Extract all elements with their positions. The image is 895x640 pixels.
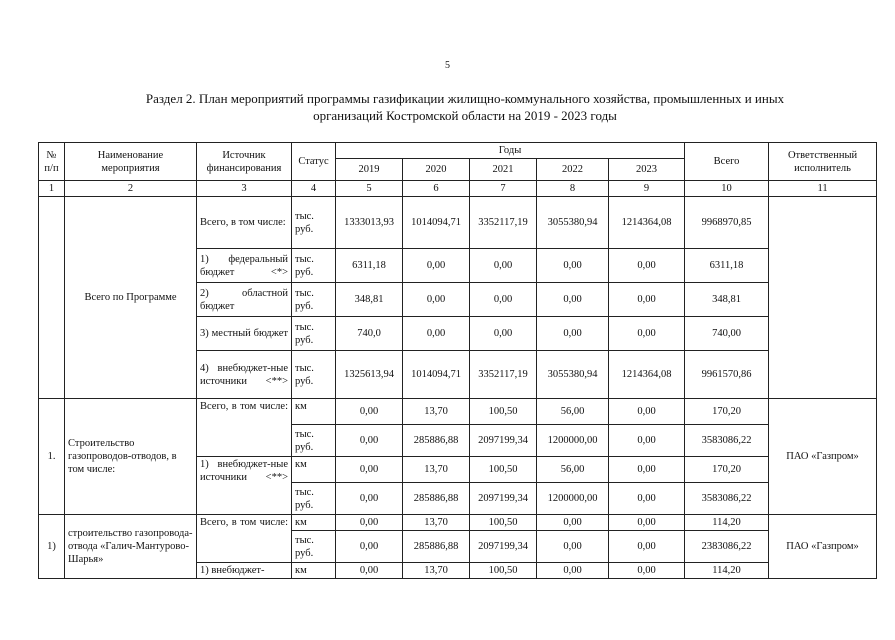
value-cell: 1200000,00 bbox=[537, 425, 609, 457]
status-cell: тыс. руб. bbox=[292, 283, 336, 317]
total-cell: 9961570,86 bbox=[685, 351, 769, 399]
col-number: 3 bbox=[197, 181, 292, 197]
status-cell: км bbox=[292, 399, 336, 425]
status-cell: тыс. руб. bbox=[292, 197, 336, 249]
total-cell: 170,20 bbox=[685, 457, 769, 483]
value-cell: 1333013,93 bbox=[336, 197, 403, 249]
source-cell: 3) местный бюджет bbox=[197, 317, 292, 351]
header-year-2020: 2020 bbox=[403, 159, 470, 181]
value-cell: 0,00 bbox=[537, 531, 609, 563]
total-cell: 170,20 bbox=[685, 399, 769, 425]
value-cell: 348,81 bbox=[336, 283, 403, 317]
value-cell: 0,00 bbox=[336, 515, 403, 531]
col-number: 2 bbox=[65, 181, 197, 197]
status-cell: тыс. руб. bbox=[292, 351, 336, 399]
value-cell: 740,0 bbox=[336, 317, 403, 351]
header-years: Годы bbox=[336, 143, 685, 159]
program-name: Всего по Программе bbox=[65, 197, 197, 399]
value-cell: 0,00 bbox=[403, 317, 470, 351]
value-cell: 100,50 bbox=[470, 515, 537, 531]
header-responsible: Ответственный исполнитель bbox=[769, 143, 877, 181]
page-title bbox=[90, 90, 840, 124]
value-cell: 0,00 bbox=[470, 283, 537, 317]
row-num-empty bbox=[39, 197, 65, 399]
value-cell: 2097199,34 bbox=[470, 531, 537, 563]
row-number: 1) bbox=[39, 515, 65, 579]
value-cell: 100,50 bbox=[470, 563, 537, 579]
value-cell: 3352117,19 bbox=[470, 197, 537, 249]
source-cell: 4) внебюджет-ные источники <**> bbox=[197, 351, 292, 399]
plan-table bbox=[38, 142, 877, 579]
responsible-cell: ПАО «Газпром» bbox=[769, 399, 877, 515]
total-cell: 9968970,85 bbox=[685, 197, 769, 249]
value-cell: 285886,88 bbox=[403, 531, 470, 563]
value-cell: 0,00 bbox=[537, 283, 609, 317]
header-source: Источник финансирования bbox=[197, 143, 292, 181]
value-cell: 13,70 bbox=[403, 457, 470, 483]
source-cell: 1) внебюджет- bbox=[197, 563, 292, 579]
value-cell: 0,00 bbox=[609, 457, 685, 483]
source-cell: Всего, в том числе: bbox=[197, 197, 292, 249]
measure-name: Строительство газопроводов-отводов, в том числе: bbox=[65, 399, 197, 515]
col-number: 11 bbox=[769, 181, 877, 197]
value-cell: 285886,88 bbox=[403, 425, 470, 457]
source-cell: 1) федеральный бюджет <*> bbox=[197, 249, 292, 283]
value-cell: 0,00 bbox=[609, 283, 685, 317]
value-cell: 3055380,94 bbox=[537, 351, 609, 399]
total-cell: 740,00 bbox=[685, 317, 769, 351]
header-year-2019: 2019 bbox=[336, 159, 403, 181]
value-cell: 2097199,34 bbox=[470, 483, 537, 515]
status-cell: тыс. руб. bbox=[292, 531, 336, 563]
value-cell: 0,00 bbox=[609, 425, 685, 457]
value-cell: 0,00 bbox=[336, 483, 403, 515]
value-cell: 1200000,00 bbox=[537, 483, 609, 515]
row-number: 1. bbox=[39, 399, 65, 515]
value-cell: 0,00 bbox=[470, 317, 537, 351]
title-line-1: Раздел 2. План мероприятий программы газификации жилищно-коммунального хозяйства, промышленных и иных bbox=[145, 91, 785, 106]
value-cell: 100,50 bbox=[470, 399, 537, 425]
value-cell: 0,00 bbox=[537, 317, 609, 351]
value-cell: 0,00 bbox=[609, 531, 685, 563]
value-cell: 0,00 bbox=[470, 249, 537, 283]
value-cell: 0,00 bbox=[609, 317, 685, 351]
value-cell: 1214364,08 bbox=[609, 197, 685, 249]
title-line-2: организаций Костромской области на 2019 - 2023 годы bbox=[313, 108, 617, 123]
header-num: № п/п bbox=[39, 143, 65, 181]
source-cell: 2) областной бюджет bbox=[197, 283, 292, 317]
col-number: 6 bbox=[403, 181, 470, 197]
value-cell: 6311,18 bbox=[336, 249, 403, 283]
header-year-2023: 2023 bbox=[609, 159, 685, 181]
status-cell: тыс. руб. bbox=[292, 483, 336, 515]
value-cell: 285886,88 bbox=[403, 483, 470, 515]
total-cell: 3583086,22 bbox=[685, 425, 769, 457]
value-cell: 1014094,71 bbox=[403, 197, 470, 249]
value-cell: 1325613,94 bbox=[336, 351, 403, 399]
value-cell: 0,00 bbox=[609, 483, 685, 515]
status-cell: км bbox=[292, 457, 336, 483]
total-cell: 348,81 bbox=[685, 283, 769, 317]
col-number: 10 bbox=[685, 181, 769, 197]
value-cell: 0,00 bbox=[403, 249, 470, 283]
value-cell: 0,00 bbox=[537, 563, 609, 579]
value-cell: 56,00 bbox=[537, 457, 609, 483]
value-cell: 0,00 bbox=[537, 249, 609, 283]
value-cell: 1214364,08 bbox=[609, 351, 685, 399]
value-cell: 0,00 bbox=[336, 531, 403, 563]
value-cell: 56,00 bbox=[537, 399, 609, 425]
total-cell: 114,20 bbox=[685, 515, 769, 531]
value-cell: 0,00 bbox=[336, 563, 403, 579]
col-number: 8 bbox=[537, 181, 609, 197]
value-cell: 0,00 bbox=[609, 563, 685, 579]
total-cell: 6311,18 bbox=[685, 249, 769, 283]
header-status: Статус bbox=[292, 143, 336, 181]
col-number: 4 bbox=[292, 181, 336, 197]
total-cell: 3583086,22 bbox=[685, 483, 769, 515]
col-number: 9 bbox=[609, 181, 685, 197]
header-name: Наименование мероприятия bbox=[65, 143, 197, 181]
value-cell: 3055380,94 bbox=[537, 197, 609, 249]
status-cell: км bbox=[292, 563, 336, 579]
col-number: 1 bbox=[39, 181, 65, 197]
value-cell: 3352117,19 bbox=[470, 351, 537, 399]
value-cell: 0,00 bbox=[609, 249, 685, 283]
total-cell: 2383086,22 bbox=[685, 531, 769, 563]
value-cell: 13,70 bbox=[403, 563, 470, 579]
header-total: Всего bbox=[685, 143, 769, 181]
value-cell: 13,70 bbox=[403, 399, 470, 425]
value-cell: 2097199,34 bbox=[470, 425, 537, 457]
source-cell: Всего, в том числе: bbox=[197, 515, 292, 563]
value-cell: 13,70 bbox=[403, 515, 470, 531]
value-cell: 0,00 bbox=[403, 283, 470, 317]
total-cell: 114,20 bbox=[685, 563, 769, 579]
col-number: 7 bbox=[470, 181, 537, 197]
status-cell: тыс. руб. bbox=[292, 425, 336, 457]
value-cell: 0,00 bbox=[336, 425, 403, 457]
value-cell: 0,00 bbox=[537, 515, 609, 531]
value-cell: 1014094,71 bbox=[403, 351, 470, 399]
status-cell: тыс. руб. bbox=[292, 317, 336, 351]
measure-name: строительство газопровода-отвода «Галич-Мантурово-Шарья» bbox=[65, 515, 197, 579]
value-cell: 0,00 bbox=[609, 515, 685, 531]
status-cell: км bbox=[292, 515, 336, 531]
source-cell: Всего, в том числе: bbox=[197, 399, 292, 457]
header-year-2022: 2022 bbox=[537, 159, 609, 181]
responsible-cell: ПАО «Газпром» bbox=[769, 515, 877, 579]
page-number: 5 bbox=[445, 60, 450, 71]
source-cell: 1) внебюджет-ные источники <**> bbox=[197, 457, 292, 515]
status-cell: тыс. руб. bbox=[292, 249, 336, 283]
value-cell: 0,00 bbox=[609, 399, 685, 425]
value-cell: 0,00 bbox=[336, 399, 403, 425]
col-number: 5 bbox=[336, 181, 403, 197]
header-year-2021: 2021 bbox=[470, 159, 537, 181]
responsible-empty bbox=[769, 197, 877, 399]
value-cell: 0,00 bbox=[336, 457, 403, 483]
value-cell: 100,50 bbox=[470, 457, 537, 483]
